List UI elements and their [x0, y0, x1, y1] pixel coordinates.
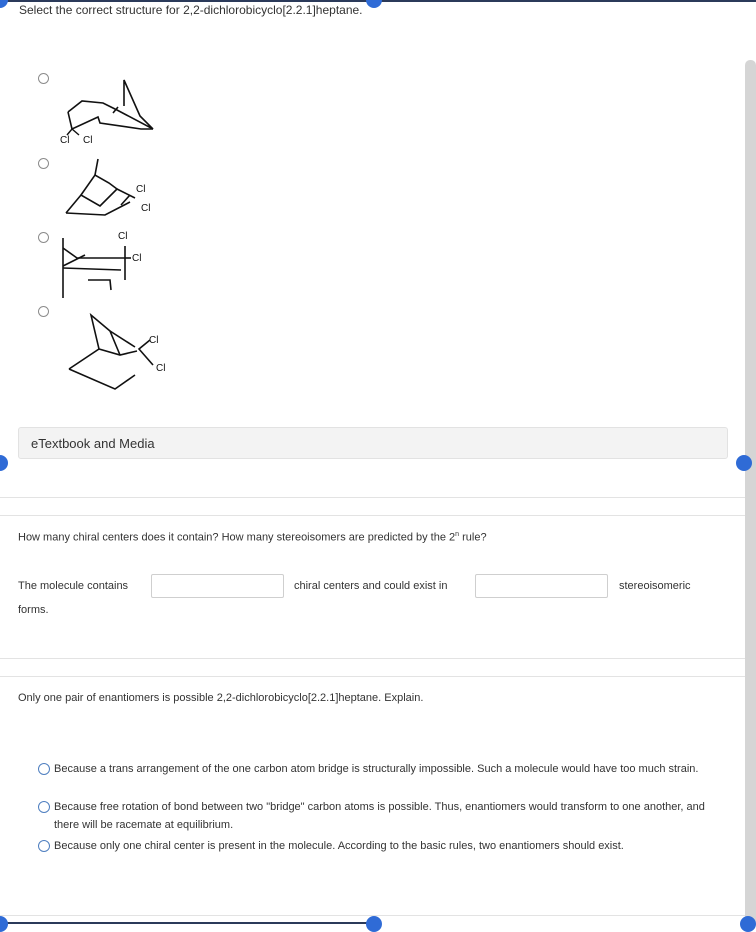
divider	[0, 658, 745, 659]
structure-option-2-radio[interactable]	[38, 158, 49, 169]
bottom-frame-line	[0, 922, 380, 924]
structure-4-drawing	[55, 305, 175, 395]
explanation-option-1-text[interactable]: Because a trans arrangement of the one carbon atom bridge is structurally impossible. Such a molecule would have too much strain.	[54, 763, 699, 775]
selection-handle-dot[interactable]	[740, 916, 756, 932]
scrollbar[interactable]	[745, 60, 756, 926]
etextbook-label: eTextbook and Media	[31, 436, 155, 451]
etextbook-media-button[interactable]	[18, 427, 728, 459]
structure-option-1-radio[interactable]	[38, 73, 49, 84]
structure-3-label-a: Cl	[118, 231, 128, 242]
chiral-centers-input[interactable]	[151, 574, 284, 598]
question2-prompt: How many chiral centers does it contain? How many stereoisomers are predicted by the 2$^n$ rule?	[18, 531, 487, 544]
structure-2-drawing	[55, 155, 165, 225]
selection-handle-dot[interactable]	[0, 0, 8, 8]
question3-prompt: Only one pair of enantiomers is possible 2,2-dichlorobicyclo[2.2.1]heptane. Explain.	[18, 692, 424, 704]
structure-2-label-a: Cl	[136, 184, 146, 195]
structure-option-1[interactable]	[55, 72, 165, 152]
selection-handle-dot[interactable]	[0, 916, 8, 932]
selection-handle-dot[interactable]	[736, 455, 752, 471]
structure-1-drawing	[55, 72, 165, 152]
structure-1-label-a: Cl	[60, 135, 70, 146]
explanation-option-2-text[interactable]: Because free rotation of bond between two "bridge" carbon atoms is possible. Thus, enantiomers would transform to one another, and there will be racemate at equilibrium.	[54, 801, 705, 831]
structure-4-label-b: Cl	[156, 363, 166, 374]
sentence-part-3: stereoisomeric	[619, 580, 691, 592]
explanation-option-3-radio[interactable]	[38, 840, 50, 852]
explanation-option-3-text[interactable]: Because only one chiral center is present in the molecule. According to the basic rules, two enantiomers should exist.	[54, 840, 624, 852]
explanation-option-1-radio[interactable]	[38, 763, 50, 775]
structure-4-label-a: Cl	[149, 335, 159, 346]
divider	[0, 515, 745, 516]
selection-handle-dot[interactable]	[366, 916, 382, 932]
question1-prompt: Select the correct structure for 2,2-dichlorobicyclo[2.2.1]heptane.	[19, 3, 363, 17]
structure-option-3-radio[interactable]	[38, 232, 49, 243]
structure-1-label-b: Cl	[83, 135, 93, 146]
sentence-part-2: chiral centers and could exist in	[294, 580, 448, 592]
explanation-option-2-radio[interactable]	[38, 801, 50, 813]
sentence-part-1: The molecule contains	[18, 580, 129, 592]
structure-option-4[interactable]	[55, 305, 175, 395]
sentence-part-4: forms.	[18, 604, 49, 616]
divider	[0, 497, 745, 498]
selection-handle-dot[interactable]	[0, 455, 8, 471]
structure-2-label-b: Cl	[141, 203, 151, 214]
structure-option-2[interactable]	[55, 155, 165, 225]
structure-option-3[interactable]	[55, 228, 165, 303]
stereoisomers-input[interactable]	[475, 574, 608, 598]
structure-3-label-b: Cl	[132, 253, 142, 264]
structure-option-4-radio[interactable]	[38, 306, 49, 317]
selection-handle-dot[interactable]	[366, 0, 382, 8]
divider	[0, 676, 745, 677]
structure-3-drawing	[55, 228, 165, 303]
